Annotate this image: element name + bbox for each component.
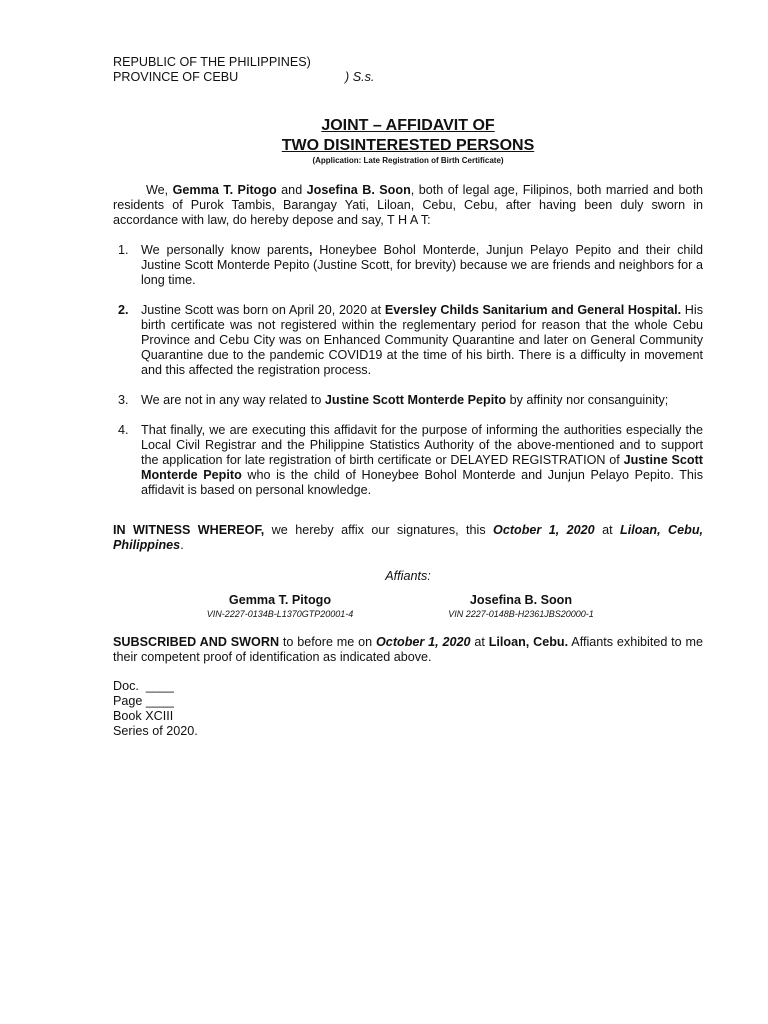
register-series: Series of 2020. xyxy=(113,724,198,738)
affiant-1-vin: VIN-2227-0134B-L1370GTP20001-4 xyxy=(206,609,354,619)
title-line-1: JOINT – AFFIDAVIT OF xyxy=(321,117,495,134)
statement-item-3: 3. We are not in any way related to Justine Scott Monterde Pepito by affinity nor consanguinity; xyxy=(118,393,669,407)
venue-block xyxy=(113,55,703,85)
document-title xyxy=(113,116,703,156)
notarial-register xyxy=(113,679,703,739)
affiants-label: Affiants: xyxy=(385,569,431,583)
witness-date: October 1, 2020 xyxy=(493,523,595,537)
affiant-1-signature xyxy=(185,593,375,620)
witness-place: Liloan, Cebu, Philippines xyxy=(113,523,704,552)
register-page: Page ____ xyxy=(113,694,174,708)
intro-paragraph: We, Gemma T. Pitogo and Josefina B. Soon, both of legal age, Filipinos, both married and both residents of Purok Tambis, Barangay Yati, Liloan, Cebu, Cebu, after having been duly sworn in accordance with law, do hereby depose and say, T H A T: xyxy=(113,183,703,227)
affiant-2-signature-name: Josefina B. Soon xyxy=(469,593,573,607)
document-subtitle: (Application: Late Registration of Birth Certificate) xyxy=(312,156,504,165)
affiant-2-name: Josefina B. Soon xyxy=(306,183,411,197)
signature-block xyxy=(113,593,703,625)
statement-item-1: 1. We personally know parents, Honeybee Bohol Monterde, Junjun Pelayo Pepito and their child Justine Scott Monterde Pepito (Justine Scott, for brevity) because we are friends and neighbors for a long time. xyxy=(118,243,703,287)
affiant-2-vin: VIN 2227-0148B-H2361JBS20000-1 xyxy=(448,609,594,619)
jurat-place: Liloan, Cebu. xyxy=(488,635,569,649)
affidavit-page xyxy=(113,55,703,739)
venue-ss: ) S.s. xyxy=(345,70,375,84)
statement-list xyxy=(113,243,703,498)
affiant-1-signature-name: Gemma T. Pitogo xyxy=(228,593,332,607)
venue-republic: REPUBLIC OF THE PHILIPPINES) xyxy=(113,55,311,69)
title-line-2: TWO DISINTERESTED PERSONS xyxy=(281,137,535,154)
affiant-2-signature xyxy=(421,593,621,620)
register-doc: Doc. ____ xyxy=(113,679,174,693)
venue-province: PROVINCE OF CEBU xyxy=(113,70,239,84)
affiant-1-name: Gemma T. Pitogo xyxy=(172,183,277,197)
jurat-date: October 1, 2020 xyxy=(376,635,471,649)
statement-item-4: 4. That finally, we are executing this affidavit for the purpose of informing the authorities especially the Local Civil Registrar and the Philippine Statistics Authority of the above-mentioned and to support the application for late registration of birth certificate or DELAYED REGISTRATION of Justine Scott Monterde Pepito who is the child of Honeybee Bohol Monterde and Junjun Pelayo Pepito. This affidavit is based on personal knowledge. xyxy=(118,423,703,497)
statement-item-2: 2. Justine Scott was born on April 20, 2020 at Eversley Childs Sanitarium and General Hospital. His birth certificate was not registered within the reglementary period for reason that the whole Cebu Province and Cebu City was on Enhanced Community Quarantine and later on General Community Quarantine due to the pandemic COVID19 at the time of his birth. There is a difficulty in movement and this affected the registration process. xyxy=(118,303,703,377)
witness-clause: IN WITNESS WHEREOF, we hereby affix our signatures, this October 1, 2020 at Liloan, Cebu, Philippines. xyxy=(113,523,704,552)
register-book: Book XCIII xyxy=(113,709,174,723)
jurat-paragraph: SUBSCRIBED AND SWORN to before me on October 1, 2020 at Liloan, Cebu. Affiants exhibited to me their competent proof of identification as indicated above. xyxy=(113,635,704,664)
